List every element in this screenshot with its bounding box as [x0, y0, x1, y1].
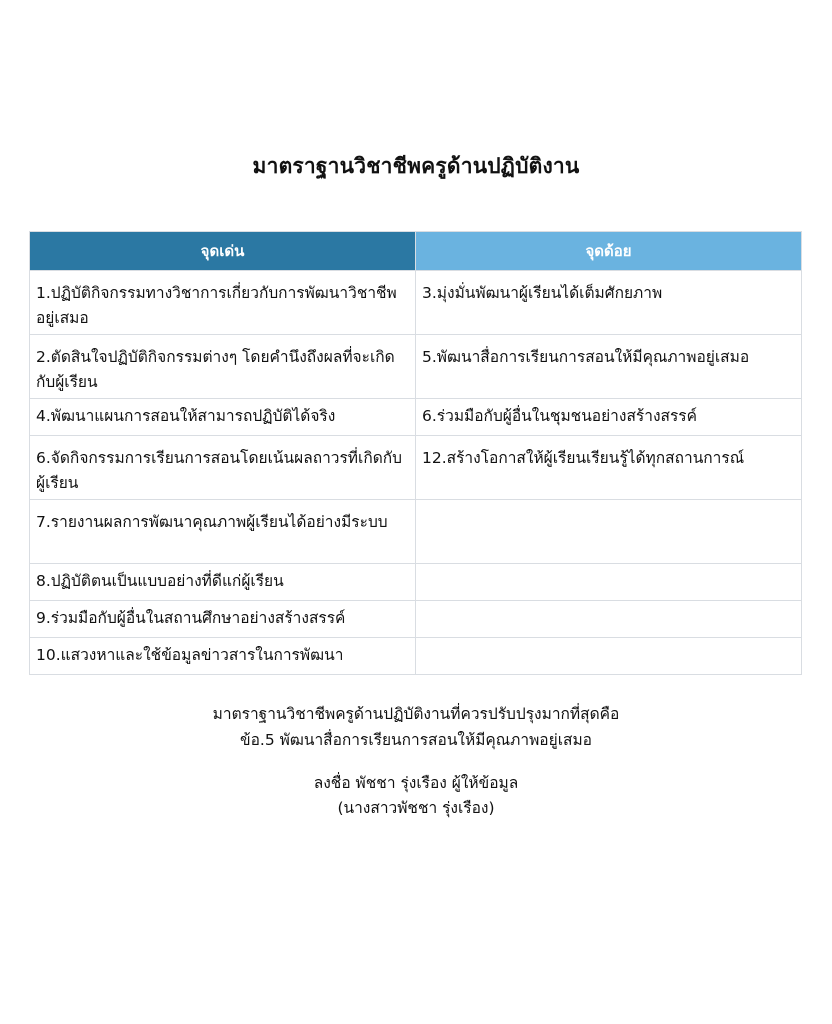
weakness-cell: 6.ร่วมมือกับผู้อื่นในชุมชนอย่างสร้างสรรค์	[416, 399, 802, 436]
table-row	[30, 335, 802, 399]
standards-table	[29, 231, 802, 675]
weakness-cell	[416, 500, 802, 564]
header-weaknesses: จุดด้อย	[416, 232, 802, 271]
summary-line: มาตราฐานวิชาชีพครูด้านปฏิบัติงานที่ควรปรับปรุงมากที่สุดคือ	[212, 705, 620, 723]
strength-cell: 7.รายงานผลการพัฒนาคุณภาพผู้เรียนได้อย่างมีระบบ	[30, 500, 416, 564]
strength-cell: 6.จัดกิจกรรมการเรียนการสอนโดยเน้นผลถาวรที่เกิดกับผู้เรียน	[30, 436, 416, 500]
weakness-cell: 12.สร้างโอกาสให้ผู้เรียนเรียนรู้ได้ทุกสถานการณ์	[416, 436, 802, 500]
header-strengths: จุดเด่น	[30, 232, 416, 271]
signature-block	[0, 771, 832, 821]
table-header-row	[30, 232, 802, 271]
table-row	[30, 601, 802, 638]
table-row	[30, 564, 802, 601]
summary-line: ข้อ.5 พัฒนาสื่อการเรียนการสอนให้มีคุณภาพอยู่เสมอ	[240, 731, 592, 749]
table-row	[30, 500, 802, 564]
strength-cell: 9.ร่วมมือกับผู้อื่นในสถานศึกษาอย่างสร้างสรรค์	[30, 601, 416, 638]
table-row	[30, 436, 802, 500]
page-title: มาตราฐานวิชาชีพครูด้านปฏิบัติงาน	[252, 154, 580, 178]
summary-block	[0, 701, 832, 753]
weakness-cell	[416, 638, 802, 675]
signature-line: ลงชื่อ พัชชา รุ่งเรือง ผู้ให้ข้อมูล	[313, 774, 519, 792]
strength-cell: 1.ปฏิบัติกิจกรรมทางวิชาการเกี่ยวกับการพัฒนาวิชาชีพอยู่เสมอ	[30, 271, 416, 335]
strength-cell: 10.แสวงหาและใช้ข้อมูลข่าวสารในการพัฒนา	[30, 638, 416, 675]
signatory-name: (นางสาวพัชชา รุ่งเรือง)	[337, 799, 495, 817]
table-row	[30, 399, 802, 436]
strength-cell: 4.พัฒนาแผนการสอนให้สามารถปฏิบัติได้จริง	[30, 399, 416, 436]
weakness-cell: 5.พัฒนาสื่อการเรียนการสอนให้มีคุณภาพอยู่เสมอ	[416, 335, 802, 399]
table-row	[30, 271, 802, 335]
weakness-cell: 3.มุ่งมั่นพัฒนาผู้เรียนได้เต็มศักยภาพ	[416, 271, 802, 335]
table-row	[30, 638, 802, 675]
weakness-cell	[416, 564, 802, 601]
strength-cell: 8.ปฏิบัติตนเป็นแบบอย่างที่ดีแก่ผู้เรียน	[30, 564, 416, 601]
weakness-cell	[416, 601, 802, 638]
strength-cell: 2.ตัดสินใจปฏิบัติกิจกรรมต่างๆ โดยคำนึงถึงผลที่จะเกิดกับผู้เรียน	[30, 335, 416, 399]
